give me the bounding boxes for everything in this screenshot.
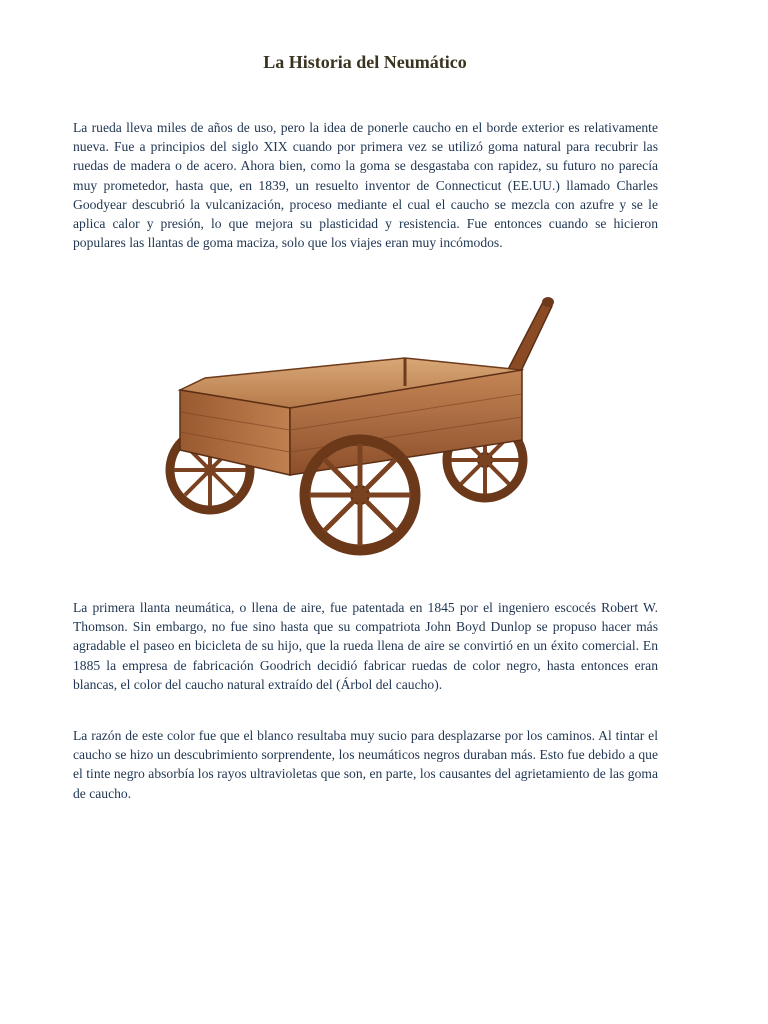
wooden-wagon-icon <box>160 290 560 570</box>
paragraph-color: La razón de este color fue que el blanco resultaba muy sucio para desplazarse por los caminos. Al tintar el caucho se hizo un descubrimiento sorprendente, los neumáticos negros duraban más. Esto fue debido a que el tinte negro absorbía los rayos ultravioletas que son, en parte, los causantes del agrietamiento de las goma de caucho. <box>73 728 658 801</box>
wooden-wagon-illustration <box>160 290 560 570</box>
front-wheel <box>305 440 415 550</box>
paragraph-intro: La rueda lleva miles de años de uso, pero la idea de ponerle caucho en el borde exterior es relativamente nueva. Fue a principios del siglo XIX cuando por primera vez se utilizó goma natural para recubrir las ruedas de madera o de acero. Ahora bien, como la goma se desgastaba con rapidez, su futuro no parecía muy prometedor, hasta que, en 1839, un resuelto inventor de Connecticut (EE.UU.) llamado Charles Goodyear descubrió la vulcanización, proceso mediante el cual el caucho se mezcla con azufre y se le aplica calor y presión, lo que mejora su plasticidad y resistencia. Fue entonces cuando se hicieron populares las llantas de goma maciza, solo que los viajes eran muy incómodos. <box>73 120 658 251</box>
paragraph-pneumatic: La primera llanta neumática, o llena de aire, fue patentada en 1845 por el ingeniero escocés Robert W. Thomson. Sin embargo, no fue sino hasta que su compatriota John Boyd Dunlop se propuso hacer más agradable el paseo en bicicleta de su hijo, que la rueda llena de aire se convirtió en un éxito comercial. En 1885 la empresa de fabricación Goodrich decidió fabricar ruedas de color negro, hasta entonces eran blancas, el color del caucho natural extraído del (Árbol del caucho). <box>73 600 658 692</box>
wagon-box <box>180 358 522 475</box>
page-title: La Historia del Neumático <box>263 52 467 72</box>
